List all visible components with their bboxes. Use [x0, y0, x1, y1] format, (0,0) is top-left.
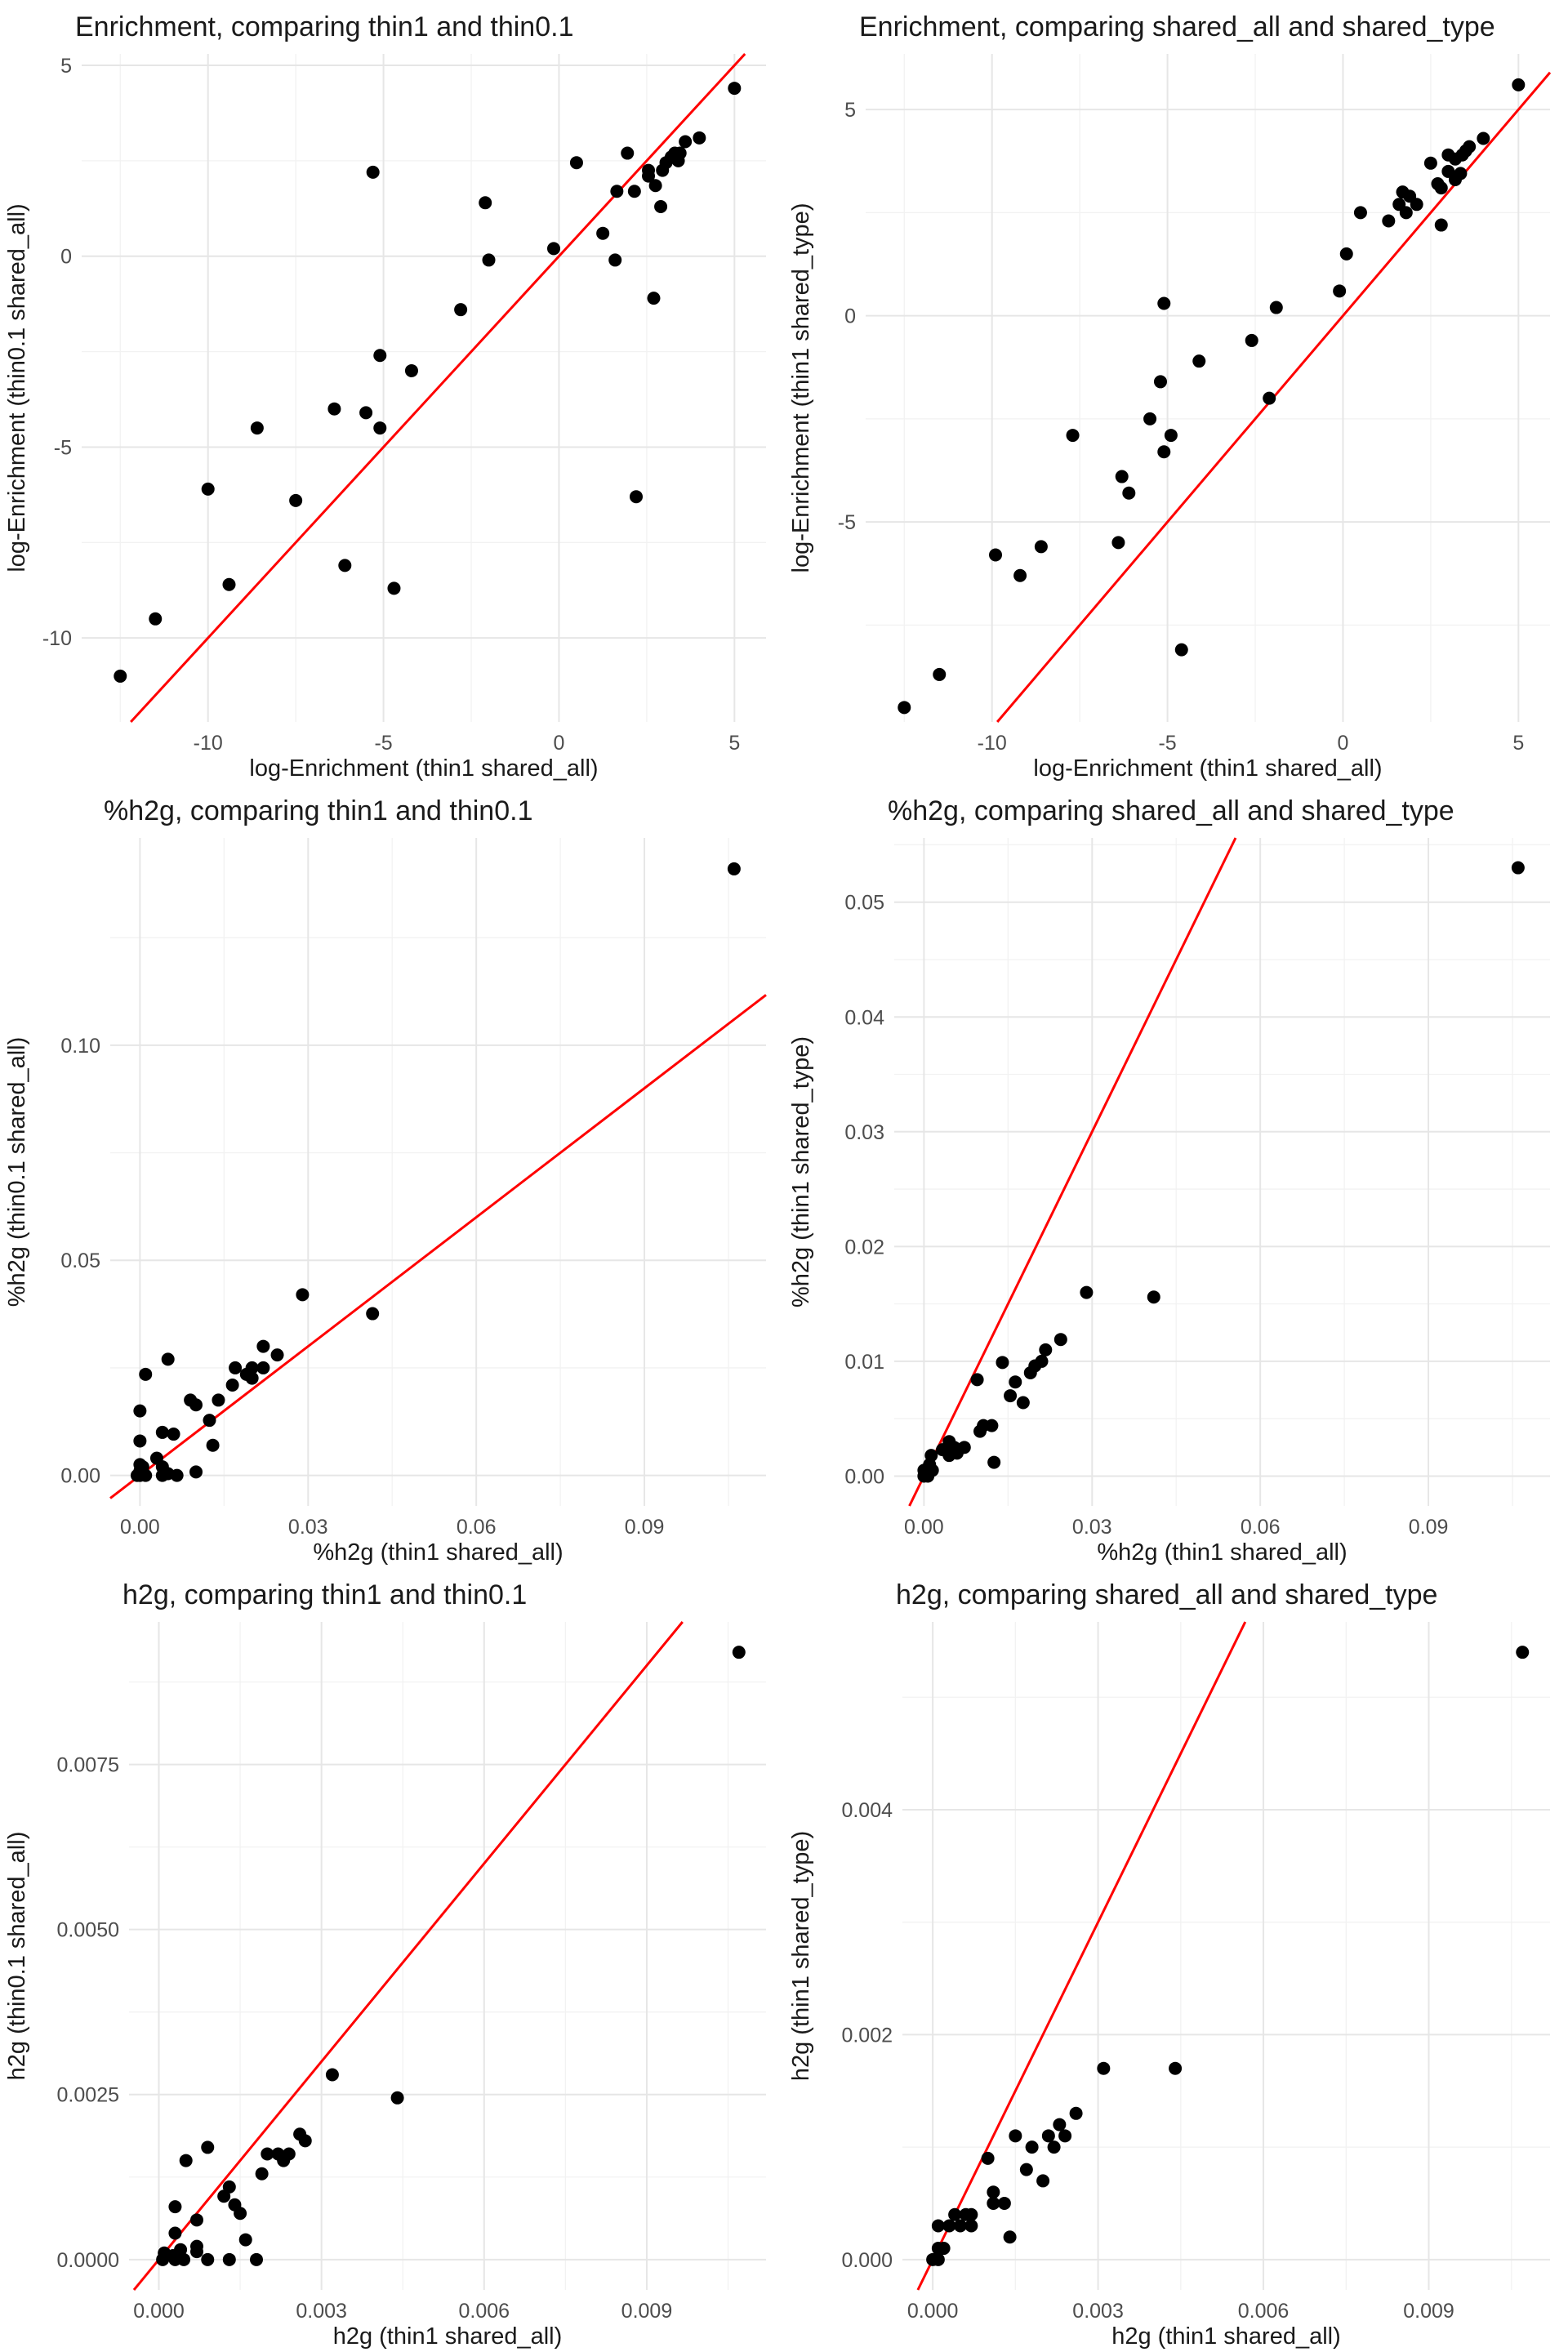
data-point [203, 1414, 216, 1427]
data-point [1477, 132, 1490, 145]
data-point [1054, 1333, 1067, 1346]
data-point [1157, 445, 1170, 458]
data-point [932, 2253, 945, 2266]
data-point [1333, 284, 1346, 297]
enrichment-shared-chart-canvas [784, 0, 1568, 784]
data-point [1009, 2129, 1022, 2142]
data-point [1157, 296, 1170, 310]
x-axis-title: log-Enrichment (thin1 shared_all) [249, 755, 599, 782]
x-tick-label: -5 [374, 732, 393, 755]
data-point [217, 2189, 230, 2203]
data-point [296, 1288, 309, 1301]
data-point [207, 1439, 220, 1452]
plot-panel [57, 1622, 766, 2323]
data-point [139, 1469, 152, 1482]
y-tick-label: 5 [60, 55, 72, 78]
data-point [982, 2152, 995, 2165]
enrichment-thin-chart-canvas [0, 0, 784, 784]
data-point [1026, 2140, 1039, 2154]
y-tick-label: 0.03 [844, 1120, 884, 1144]
data-point [479, 196, 492, 209]
data-point [1382, 215, 1395, 228]
data-point [373, 349, 386, 362]
plot-pct-h2g-shared-comparison [784, 784, 1568, 1568]
data-point [190, 2245, 203, 2258]
data-point [1080, 1286, 1093, 1299]
data-point [156, 1469, 169, 1482]
y-tick-label: 0 [60, 245, 72, 269]
y-tick-label: 0.02 [844, 1236, 884, 1259]
data-point [190, 2213, 203, 2226]
pct-h2g-thin-chart-canvas [0, 784, 784, 1568]
data-point [1435, 219, 1448, 232]
plot-title: Enrichment, comparing thin1 and thin0.1 [75, 11, 574, 42]
y-tick-label: -10 [42, 627, 72, 651]
plot-pct-h2g-thin-comparison [0, 784, 784, 1568]
plot-panel [844, 838, 1550, 1539]
x-tick-label: 0.000 [133, 2300, 185, 2323]
data-point [728, 82, 741, 95]
y-tick-label: 0.00 [844, 1465, 884, 1489]
data-point [180, 2154, 193, 2167]
data-point [201, 2140, 214, 2154]
x-tick-label: 0 [1337, 732, 1349, 755]
y-axis-title: h2g (thin1 shared_type) [788, 1830, 814, 2082]
data-point [1017, 1396, 1030, 1410]
identity-line [134, 1622, 683, 2290]
x-tick-label: 0.000 [906, 2300, 959, 2323]
data-point [271, 1348, 284, 1361]
data-point [1048, 2140, 1061, 2154]
data-point [373, 421, 386, 434]
data-point [168, 2200, 181, 2213]
data-point [728, 862, 741, 875]
x-axis-title: h2g (thin1 shared_all) [1111, 2323, 1341, 2350]
data-point [1441, 165, 1454, 178]
x-tick-label: 5 [1512, 732, 1525, 755]
data-point [391, 2091, 404, 2105]
data-point [326, 2068, 339, 2081]
data-point [998, 2197, 1011, 2210]
plot-enrichment-shared-comparison [784, 0, 1568, 784]
data-point [139, 1368, 152, 1381]
y-tick-label: 0.05 [844, 891, 884, 915]
plot-panel [42, 54, 766, 755]
pct-h2g-shared-chart-canvas [784, 784, 1568, 1568]
data-point [1111, 536, 1125, 549]
data-point [1245, 334, 1258, 347]
x-tick-label: 5 [728, 732, 741, 755]
identity-line [918, 1622, 1245, 2290]
data-point [621, 147, 634, 160]
data-point [964, 2220, 978, 2233]
data-point [985, 1419, 998, 1432]
data-point [679, 136, 692, 149]
data-point [649, 179, 662, 192]
data-point [1070, 2107, 1083, 2120]
data-point [987, 1456, 1000, 1469]
y-tick-label: 0.04 [844, 1006, 884, 1030]
data-point [367, 166, 380, 179]
y-tick-label: 0.000 [841, 2248, 893, 2272]
data-point [212, 1393, 225, 1406]
data-point [1039, 1343, 1052, 1356]
data-point [971, 1373, 984, 1386]
data-point [202, 483, 215, 496]
data-point [189, 1398, 203, 1411]
data-point [1035, 540, 1048, 553]
y-tick-label: 0.10 [60, 1034, 100, 1058]
data-point [1053, 2118, 1066, 2132]
data-point [1449, 153, 1462, 166]
data-point [1512, 78, 1525, 91]
data-point [1024, 1366, 1037, 1379]
identity-line [910, 838, 1236, 1506]
data-point [168, 2253, 181, 2266]
data-point [973, 1425, 987, 1438]
data-point [1354, 206, 1367, 219]
y-tick-label: 0.002 [841, 2024, 893, 2047]
data-point [251, 421, 264, 434]
plot-title: %h2g, comparing thin1 and thin0.1 [104, 795, 533, 826]
y-tick-label: 0.01 [844, 1350, 884, 1374]
data-point [1036, 1355, 1049, 1368]
data-point [672, 154, 685, 167]
data-point [1004, 1389, 1017, 1402]
data-point [628, 185, 641, 198]
plot-enrichment-thin-comparison [0, 0, 784, 784]
data-point [987, 2185, 1000, 2198]
data-point [926, 1463, 939, 1477]
x-tick-label: -5 [1158, 732, 1177, 755]
data-point [1058, 2129, 1071, 2142]
plot-title: h2g, comparing thin1 and thin0.1 [122, 1579, 528, 1610]
data-point [654, 200, 667, 213]
x-tick-label: 0.09 [624, 1516, 665, 1539]
data-point [387, 581, 400, 595]
data-point [168, 2226, 181, 2239]
data-point [570, 156, 583, 169]
x-tick-label: 0.03 [287, 1516, 328, 1539]
y-axis-title: h2g (thin0.1 shared_all) [4, 1831, 30, 2081]
data-point [942, 1449, 956, 1462]
data-point [1400, 206, 1413, 219]
data-point [693, 131, 706, 145]
data-point [256, 1361, 270, 1374]
plot-panel [60, 838, 766, 1539]
data-point [610, 185, 623, 198]
x-axis-title: log-Enrichment (thin1 shared_all) [1033, 755, 1383, 782]
plot-panel [841, 1622, 1550, 2323]
data-point [1340, 247, 1353, 261]
data-point [1516, 1646, 1529, 1659]
x-tick-label: 0 [553, 732, 565, 755]
x-tick-label: 0.003 [1072, 2300, 1124, 2323]
x-tick-label: 0.06 [456, 1516, 497, 1539]
x-axis-title: %h2g (thin1 shared_all) [1097, 1539, 1348, 1566]
data-point [256, 1340, 270, 1353]
data-point [338, 559, 351, 572]
data-point [647, 292, 660, 305]
x-tick-label: -10 [977, 732, 1007, 755]
data-point [1097, 2062, 1110, 2075]
data-point [1424, 157, 1437, 170]
data-point [1009, 1375, 1022, 1388]
data-point [898, 701, 911, 714]
data-point [1067, 429, 1080, 442]
data-point [596, 227, 609, 240]
data-point [964, 2208, 978, 2221]
x-tick-label: 0.00 [904, 1516, 944, 1539]
y-tick-label: 0.004 [841, 1798, 893, 1822]
plot-title: Enrichment, comparing shared_all and shared_type [859, 11, 1495, 42]
data-point [1154, 375, 1167, 388]
data-point [483, 253, 496, 266]
data-point [133, 1434, 146, 1447]
data-point [250, 2253, 263, 2266]
data-point [1122, 487, 1135, 500]
y-tick-label: 0 [844, 305, 856, 328]
data-point [223, 2253, 236, 2266]
data-point [201, 2253, 214, 2266]
y-tick-label: 0.0050 [56, 1918, 119, 1942]
data-point [229, 1361, 242, 1374]
data-point [608, 253, 621, 266]
data-point [327, 403, 341, 416]
y-tick-label: 0.05 [60, 1250, 100, 1273]
data-point [162, 1352, 175, 1365]
data-point [133, 1405, 146, 1418]
y-tick-label: 0.0000 [56, 2248, 119, 2272]
data-point [989, 549, 1002, 562]
data-point [256, 2167, 269, 2180]
plot-title: %h2g, comparing shared_all and shared_type [888, 795, 1454, 826]
x-tick-label: 0.03 [1071, 1516, 1112, 1539]
x-tick-label: 0.06 [1240, 1516, 1281, 1539]
x-tick-label: 0.009 [621, 2300, 673, 2323]
y-tick-label: 0.00 [60, 1464, 100, 1488]
data-point [547, 242, 560, 255]
data-point [149, 612, 162, 626]
y-axis-title: log-Enrichment (thin1 shared_type) [788, 203, 814, 573]
data-point [1165, 429, 1178, 442]
data-point [1013, 569, 1027, 582]
data-point [1020, 2163, 1033, 2176]
x-tick-label: 0.006 [458, 2300, 510, 2323]
x-axis-title: %h2g (thin1 shared_all) [313, 1539, 564, 1566]
data-point [1169, 2062, 1182, 2075]
plot-h2g-shared-comparison [784, 1568, 1568, 2352]
data-point [289, 494, 302, 507]
data-point [1036, 2174, 1049, 2187]
plot-title: h2g, comparing shared_all and shared_type [896, 1579, 1438, 1610]
x-axis-title: h2g (thin1 shared_all) [332, 2323, 563, 2350]
data-point [1143, 412, 1156, 425]
data-point [733, 1646, 746, 1659]
data-point [656, 164, 669, 177]
data-point [1270, 301, 1283, 314]
plot-panel [838, 54, 1550, 755]
data-point [156, 1426, 169, 1439]
y-tick-label: -5 [53, 436, 72, 460]
h2g-shared-chart-canvas [784, 1568, 1568, 2352]
data-point [1175, 644, 1188, 657]
x-tick-label: 0.006 [1237, 2300, 1290, 2323]
data-point [167, 1428, 180, 1441]
data-point [171, 1469, 184, 1482]
x-tick-label: -10 [193, 732, 223, 755]
data-point [938, 2242, 951, 2255]
y-tick-label: -5 [837, 511, 856, 535]
x-tick-label: 0.09 [1408, 1516, 1449, 1539]
data-point [454, 303, 467, 316]
data-point [156, 2253, 169, 2266]
data-point [1410, 198, 1423, 211]
data-point [114, 670, 127, 683]
data-point [1042, 2129, 1055, 2142]
plot-h2g-thin-comparison [0, 1568, 784, 2352]
y-tick-label: 0.0075 [56, 1753, 119, 1777]
data-point [1192, 354, 1205, 368]
data-point [239, 2234, 252, 2247]
x-tick-label: 0.003 [296, 2300, 347, 2323]
y-axis-title: %h2g (thin1 shared_type) [788, 1036, 814, 1308]
x-tick-label: 0.00 [120, 1516, 160, 1539]
data-point [299, 2134, 312, 2147]
data-point [189, 1465, 203, 1478]
data-point [222, 578, 235, 591]
data-point [246, 1372, 259, 1385]
data-point [1512, 862, 1525, 875]
y-axis-title: %h2g (thin0.1 shared_all) [4, 1036, 30, 1307]
h2g-thin-chart-canvas [0, 1568, 784, 2352]
data-point [277, 2154, 290, 2167]
data-point [1263, 392, 1276, 405]
data-point [359, 406, 372, 419]
data-point [1116, 470, 1129, 483]
data-point [933, 668, 946, 681]
data-point [405, 364, 418, 377]
data-point [1147, 1290, 1160, 1303]
data-point [1004, 2230, 1017, 2243]
y-tick-label: 0.0025 [56, 2083, 119, 2107]
data-point [234, 2207, 247, 2220]
data-point [226, 1379, 239, 1392]
data-point [630, 490, 643, 503]
y-tick-label: 5 [844, 99, 856, 122]
x-tick-label: 0.009 [1403, 2300, 1454, 2323]
data-point [996, 1356, 1009, 1369]
identity-line [131, 54, 745, 722]
data-point [366, 1307, 379, 1321]
y-axis-title: log-Enrichment (thin0.1 shared_all) [4, 203, 30, 572]
data-point [1435, 181, 1448, 194]
